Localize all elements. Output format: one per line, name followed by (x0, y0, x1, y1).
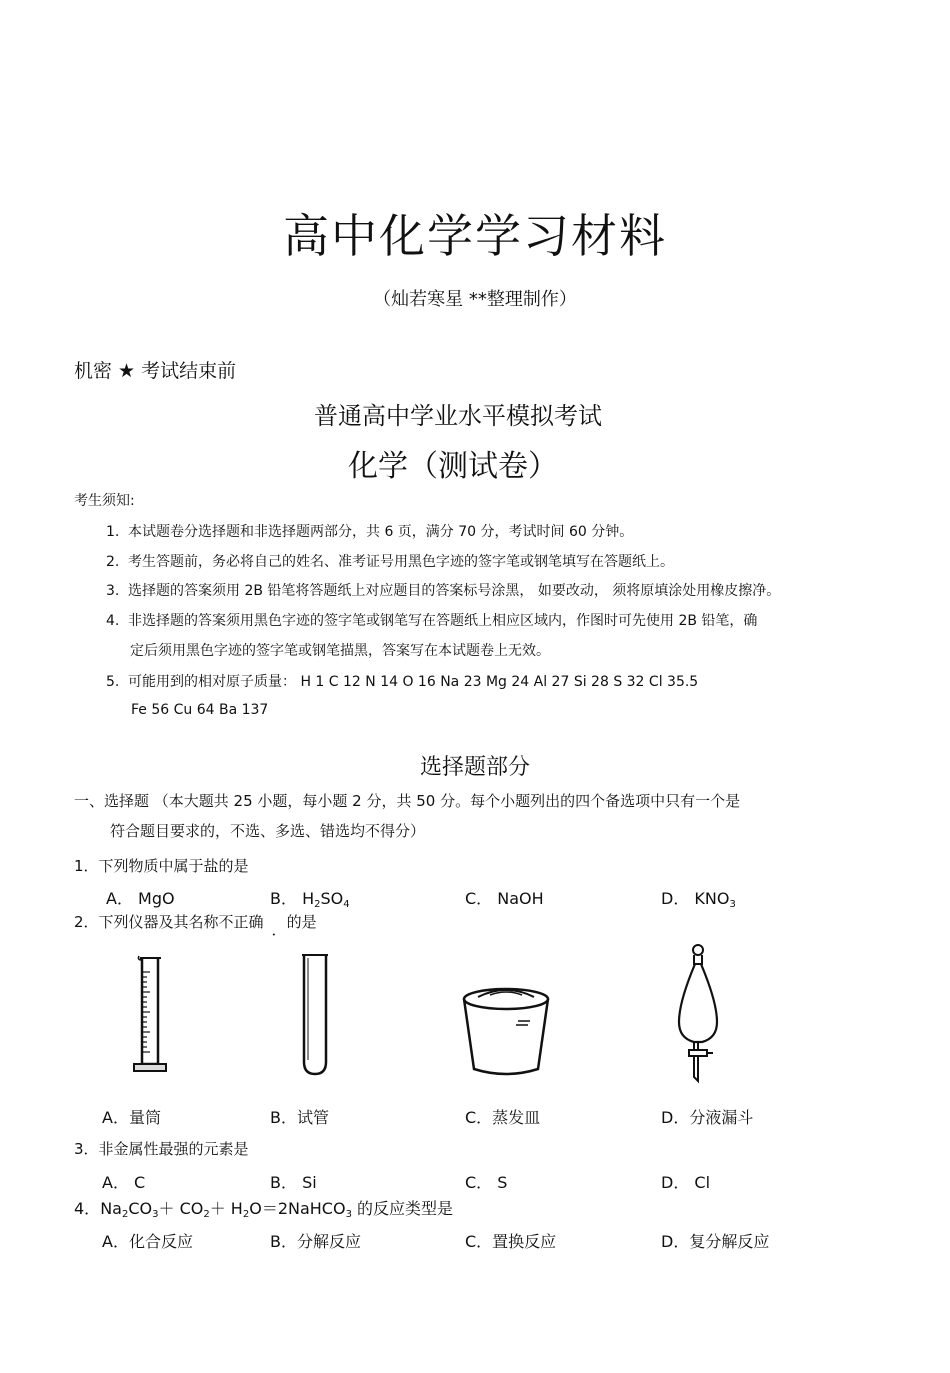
question-1-option-a: A． MgO (106, 889, 175, 908)
question-2-option-b: B．试管 (270, 1108, 329, 1127)
paper-title: 化学（测试卷） (348, 449, 558, 484)
separatory-funnel-image (673, 942, 723, 1084)
confidential-label: 机密 ★ 考试结束前 (74, 360, 237, 382)
notice-item (106, 521, 633, 541)
notice-number: 2. (106, 554, 120, 570)
question-3-option-c: C． S (465, 1173, 508, 1192)
part-instructions: 一、选择题 （本大题共 25 小题，每小题 2 分，共 50 分。每个小题列出的四个备选项中只有一个是 (74, 792, 741, 810)
notice-text: 非选择题的答案须用黑色字迹的签字笔或钢笔写在答题纸上相应区域内，作图时可先使用 2B 铅笔，确 (128, 613, 758, 629)
part-instructions-continuation: 符合题目要求的，不选、多选、错选均不得分） (110, 822, 426, 840)
notice-text: 本试题卷分选择题和非选择题两部分，共 6 页，满分 70 分，考试时间 60 分钟。 (128, 524, 634, 540)
question-1-option-b: B． $H_2SO_4$ (270, 889, 350, 910)
notice-number: 1. (106, 524, 120, 540)
document-title: 高中化学学习材料 (283, 209, 667, 263)
notice-item (106, 671, 698, 691)
question-2-option-c: C．蒸发皿 (465, 1108, 541, 1127)
question-4-option-d: D．复分解反应 (661, 1232, 770, 1251)
question-3-option-b: B． Si (270, 1173, 317, 1192)
question-3-option-a: A． C (102, 1173, 146, 1192)
notice-item-continuation: 定后须用黑色字迹的签字笔或钢笔描黑，答案写在本试题卷上无效。 (130, 643, 550, 659)
notice-text: 考生答题前，务必将自己的姓名、准考证号用黑色字迹的签字笔或钢笔填写在答题纸上。 (128, 554, 674, 570)
question-1-option-d: D． $KNO_3$ (661, 889, 736, 910)
question-1-option-c: C． NaOH (465, 889, 544, 908)
notice-item (106, 610, 757, 630)
notice-number: 3. (106, 583, 120, 599)
question-2-stem: 2．下列仪器及其名称不正确 ．的是 (74, 913, 317, 939)
question-1-stem: 1．下列物质中属于盐的是 (74, 857, 249, 875)
question-2-option-d: D．分液漏斗 (661, 1108, 754, 1127)
question-4-option-b: B．分解反应 (270, 1232, 361, 1251)
notice-number: 4. (106, 613, 120, 629)
notice-text: 选择题的答案须用 2B 铅笔将答题纸上对应题目的答案标号涂黑， 如要改动， 须将原填涂处用橡皮擦净。 (128, 583, 781, 599)
test-tube-image (298, 950, 332, 1080)
notice-number: 5. (106, 674, 120, 690)
exam-title: 普通高中学业水平模拟考试 (314, 402, 602, 430)
notice-heading: 考生须知: (74, 493, 135, 509)
question-4-stem: 4．$Na_2CO_3+ CO_2+$ $H_2O=2NaHCO_3$ 的反应类型是 (74, 1199, 454, 1220)
question-2-option-a: A．量筒 (102, 1108, 161, 1127)
notice-item (106, 551, 674, 571)
question-3-option-d: D． Cl (661, 1173, 711, 1192)
notice-item-continuation: Fe 56 Cu 64 Ba 137 (131, 702, 269, 718)
question-4-option-a: A．化合反应 (102, 1232, 193, 1251)
graduated-cylinder-image (128, 952, 172, 1077)
section-title: 选择题部分 (419, 755, 530, 780)
document-subtitle: （灿若寒星 **整理制作） (373, 289, 577, 310)
notice-item (106, 580, 780, 600)
notice-text: 可能用到的相对原子质量： H 1 C 12 N 14 O 16 Na 23 Mg 24 Al 27 Si 28 S 32 Cl 35.5 (128, 674, 699, 690)
evaporating-dish-image (460, 985, 552, 1080)
question-4-option-c: C．置换反应 (465, 1232, 557, 1251)
question-3-stem: 3．非金属性最强的元素是 (74, 1140, 249, 1158)
